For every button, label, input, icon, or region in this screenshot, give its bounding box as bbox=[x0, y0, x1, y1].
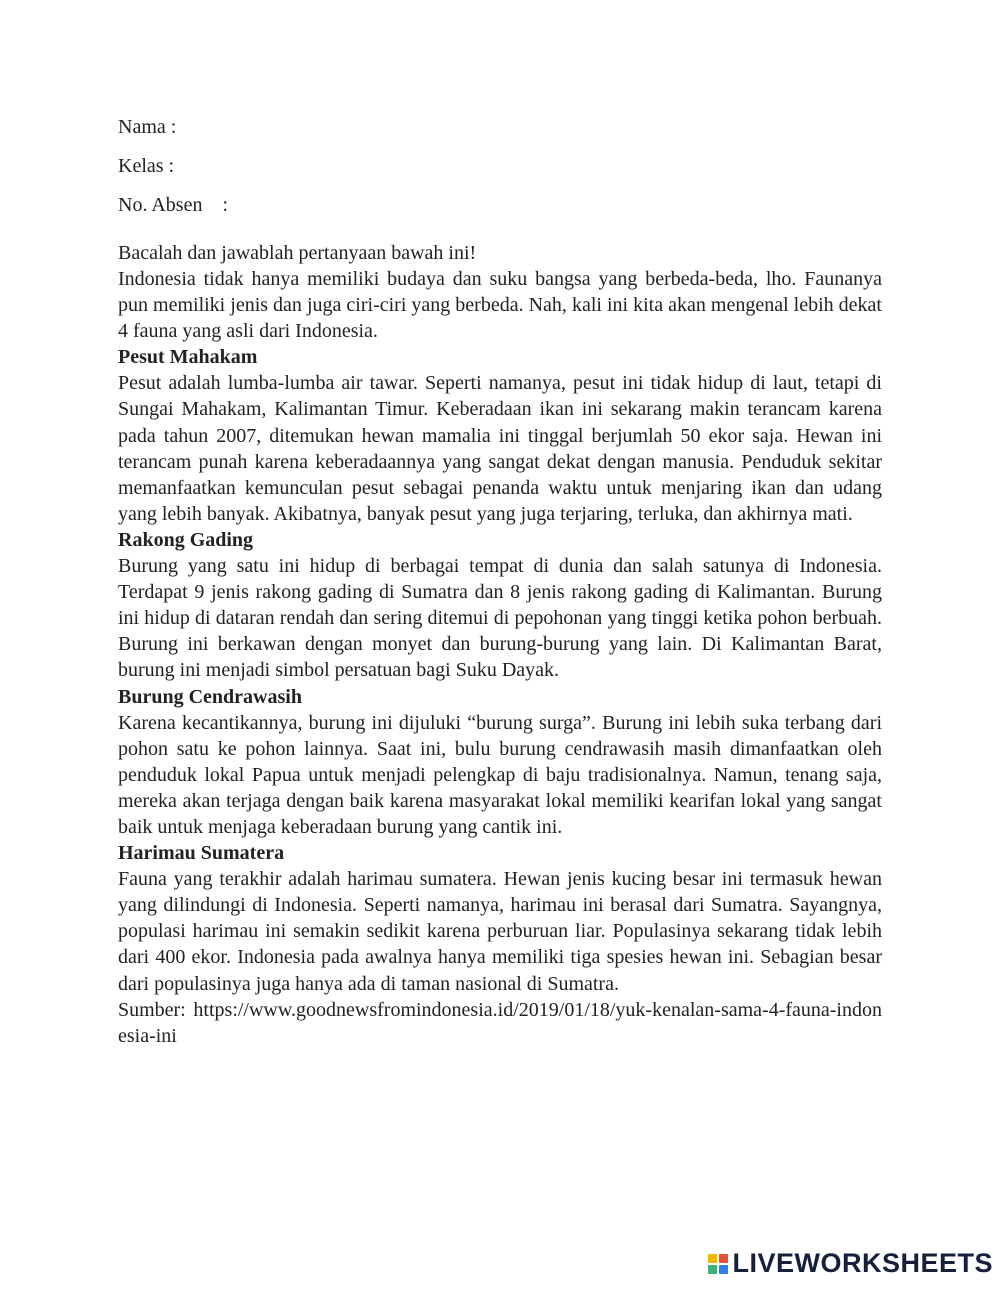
source-line bbox=[118, 997, 882, 1049]
section-heading-cendrawasih: Burung Cendrawasih bbox=[118, 685, 302, 708]
intro-paragraph: Indonesia tidak hanya memiliki budaya dan suku bangsa yang berbeda-beda, lho. Faunanya pun memiliki jenis dan juga ciri-ciri yang berbeda. Nah, kali ini kita akan mengenal lebih dekat 4 fauna yang asli dari Indonesia. bbox=[118, 268, 882, 343]
section-body-cendrawasih: Karena kecantikannya, burung ini dijuluki “burung surga”. Burung ini lebih suka terbang dari pohon satu ke pohon lainnya. Saat ini, bulu burung cendrawasih masih dimanfaatkan oleh penduduk lokal Papua untuk menjadi pelengkap di baju tradisionalnya. Namun, tenang saja, mereka akan terjaga dengan baik karena masyarakat lokal memiliki kearifan lokal yang sangat baik untuk menjaga keberadaan burung yang cantik ini. bbox=[118, 711, 882, 838]
section-body-harimau: Fauna yang terakhir adalah harimau sumatera. Hewan jenis kucing besar ini termasuk hewan yang dilindungi di Indonesia. Seperti namanya, harimau ini berasal dari Sumatra. Sayangnya, populasi harimau ini semakin sedikit karena perburuan liar. Populasinya sekarang tidak lebih dari 400 ekor. Indonesia pada awalnya hanya memiliki tiga spesies hewan ini. Sebagian besar dari populasinya juga hanya ada di taman nasional di Sumatra. bbox=[118, 868, 882, 995]
nama-field-label: Nama : bbox=[118, 116, 177, 138]
logo-block bbox=[719, 1265, 728, 1274]
instruction-text: Bacalah dan jawablah pertanyaan bawah ini! bbox=[118, 242, 477, 264]
liveworksheets-logo bbox=[708, 1248, 993, 1279]
section-heading-pesut: Pesut Mahakam bbox=[118, 346, 258, 369]
logo-block bbox=[708, 1265, 717, 1274]
section-heading-harimau: Harimau Sumatera bbox=[118, 842, 285, 865]
section-body-rakong: Burung yang satu ini hidup di berbagai tempat di dunia dan salah satunya di Indonesia. Terdapat 9 jenis rakong gading di Sumatra dan 8 jenis rakong gading di Kalimantan. Burung ini hidup di dataran rendah dan sering ditemui di pepohonan yang tinggi ketika pohon berbuah. Burung ini berkawan dengan monyet dan burung-burung yang lain. Di Kalimantan Barat, burung ini menjadi simbol persatuan bagi Suku Dayak. bbox=[118, 555, 882, 682]
kelas-field-label: Kelas : bbox=[118, 155, 175, 177]
source-url: https://www.goodnewsfromindonesia.id/2019/01/18/yuk-kenalan-sama-4-fauna-indonesia-ini bbox=[118, 998, 882, 1047]
source-label: Sumber: bbox=[118, 998, 186, 1021]
worksheet-page bbox=[118, 114, 882, 1049]
section-body-pesut: Pesut adalah lumba-lumba air tawar. Seperti namanya, pesut ini tidak hidup di laut, tetapi di Sungai Mahakam, Kalimantan Timur. Keberadaan ikan ini sekarang makin terancam karena pada tahun 2007, ditemukan hewan mamalia ini tinggal berjumlah 50 ekor saja. Hewan ini terancam punah karena keberadaannya yang sangat dekat dengan manusia. Penduduk sekitar memanfaatkan kemunculan pesut sebagai penanda waktu untuk menjaring ikan dan udang yang lebih banyak. Akibatnya, banyak pesut yang juga terjaring, terluka, dan akhirnya mati. bbox=[118, 372, 882, 525]
section-heading-rakong: Rakong Gading bbox=[118, 528, 254, 551]
logo-block bbox=[719, 1254, 728, 1263]
absen-field-label: No. Absen : bbox=[118, 194, 228, 216]
reading-passage bbox=[118, 266, 882, 1049]
logo-block bbox=[708, 1254, 717, 1263]
logo-text: LIVEWORKSHEETS bbox=[732, 1248, 993, 1278]
logo-blocks-icon bbox=[708, 1254, 728, 1274]
